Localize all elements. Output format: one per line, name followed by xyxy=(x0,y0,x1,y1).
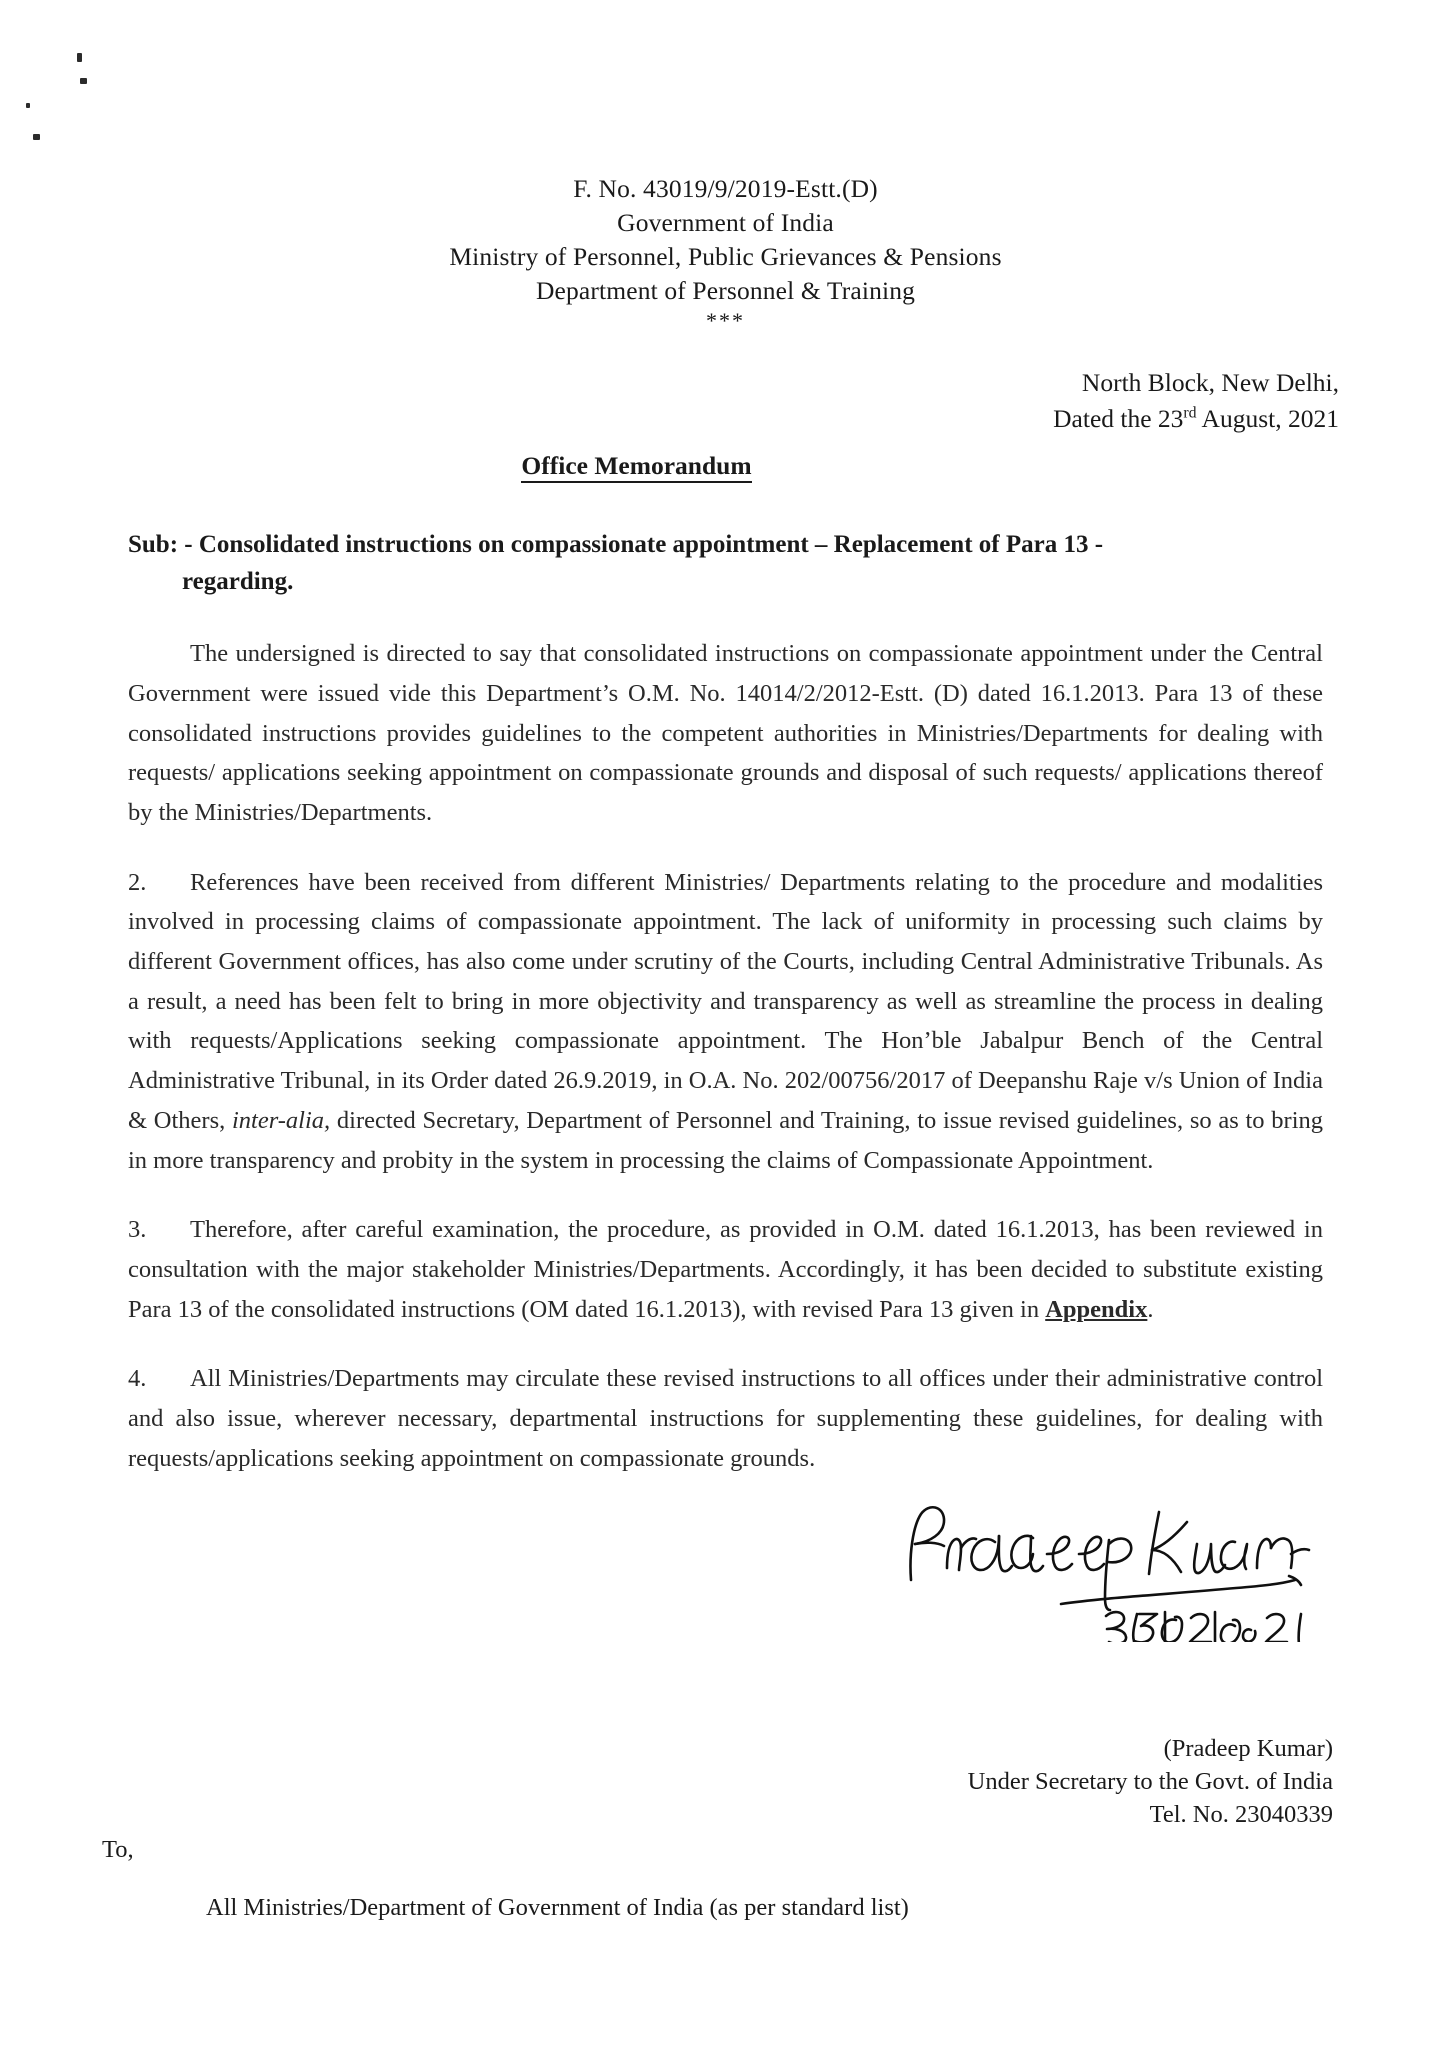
paragraph-2-text-a: References have been received from different Ministries/ Departments relating to the procedure and modalities involved in processing claims of compassionate appointment. The lack of uniformity in processing such claims by different Government offices, has also come under scrutiny of the Courts, including Central Administrative Tribunals. As a result, a need has been felt to bring in more objectivity and transparency as well as streamline the process in dealing with requests/Applications seeking compassionate appointment. The Hon’ble Jabalpur Bench of the Central Administrative Tribunal, in its Order dated 26.9.2019, in O.A. No. 202/00756/2017 of Deepanshu Raje v/s Union of India & Others, xyxy=(128,868,1323,1134)
signatory-block xyxy=(0,1732,1451,1831)
paragraph-3-text-b: . xyxy=(1147,1295,1154,1323)
file-number: F. No. 43019/9/2019-Estt.(D) xyxy=(573,174,878,203)
signature-area xyxy=(0,1482,1451,1732)
ministry-name: Ministry of Personnel, Public Grievances & Pensions xyxy=(449,241,1002,271)
place-date-block xyxy=(0,365,1451,437)
paragraph-1-text: The undersigned is directed to say that consolidated instructions on compassionate appointment under the Central Government were issued vide this Department’s O.M. No. 14014/2/2012-Estt. (D) dated 16.1.2013. Para 13 of these consolidated instructions provides guidelines to the competent authorities in Ministries/Departments for dealing with requests/ applications seeking appointment on compassionate grounds and disposal of such requests/ applications thereof by the Ministries/Departments. xyxy=(128,640,1323,827)
paragraph-4-text: All Ministries/Departments may circulate these revised instructions to all offices under their administrative control and also issue, wherever necessary, departmental instructions for supplementing these guidelines, for dealing with requests/applications seeking appointment on compassionate grounds. xyxy=(128,1365,1323,1472)
paragraph-3-number: 3. xyxy=(128,1216,147,1244)
page-title-text: Office Memorandum xyxy=(521,451,751,483)
paragraph-2 xyxy=(0,863,1451,1181)
subject-label: Sub: - xyxy=(128,531,193,559)
separator-asterisks: *** xyxy=(706,307,745,333)
signatory-designation: Under Secretary to the Govt. of India xyxy=(967,1768,1333,1796)
date-line xyxy=(0,401,1339,437)
handwritten-signature-icon xyxy=(891,1492,1311,1642)
appendix-reference: Appendix xyxy=(1045,1295,1148,1323)
paragraph-2-text-b: directed Secretary, Department of Personnel and Training, to issue revised guidelines, so as to bring in more transparency and probity in the system in processing the claims of Compassionate Appointment. xyxy=(128,1106,1324,1174)
letterhead xyxy=(0,0,1451,335)
addressee-block xyxy=(0,1832,1451,1928)
paragraph-1 xyxy=(0,634,1451,832)
addressee-line: All Ministries/Department of Government of India (as per standard list) xyxy=(206,1894,909,1922)
signatory-name: (Pradeep Kumar) xyxy=(1163,1735,1333,1763)
paragraph-3 xyxy=(0,1210,1451,1329)
place-line: North Block, New Delhi, xyxy=(1081,367,1339,397)
page-title xyxy=(0,451,1451,481)
department-name: Department of Personnel & Training xyxy=(535,275,916,305)
paragraph-3-text-a: Therefore, after careful examination, the procedure, as provided in O.M. dated 16.1.2013, has been reviewed in consultation with the major stakeholder Ministries/Departments. Accordingly, it has been decided to substitute existing Para 13 of the consolidated instructions (OM dated 16.1.2013), with revised Para 13 given in xyxy=(128,1216,1323,1323)
paragraph-2-inter-alia: inter-alia, xyxy=(231,1106,331,1134)
subject-line-2: regarding. xyxy=(182,567,294,595)
subject-line-1: Consolidated instructions on compassionate appointment – Replacement of Para 13 - xyxy=(198,531,1104,559)
paragraph-4-number: 4. xyxy=(128,1365,147,1393)
paragraph-2-number: 2. xyxy=(128,868,147,896)
paragraph-4 xyxy=(0,1359,1451,1478)
date-suffix: August, 2021 xyxy=(1196,404,1339,434)
date-ordinal-suffix: rd xyxy=(1183,404,1197,422)
addressee-label: To, xyxy=(102,1835,134,1863)
subject-block xyxy=(0,527,1451,600)
date-prefix: Dated the 23 xyxy=(1053,404,1184,434)
government-name: Government of India xyxy=(617,207,834,237)
signatory-telephone: Tel. No. 23040339 xyxy=(1149,1801,1333,1829)
